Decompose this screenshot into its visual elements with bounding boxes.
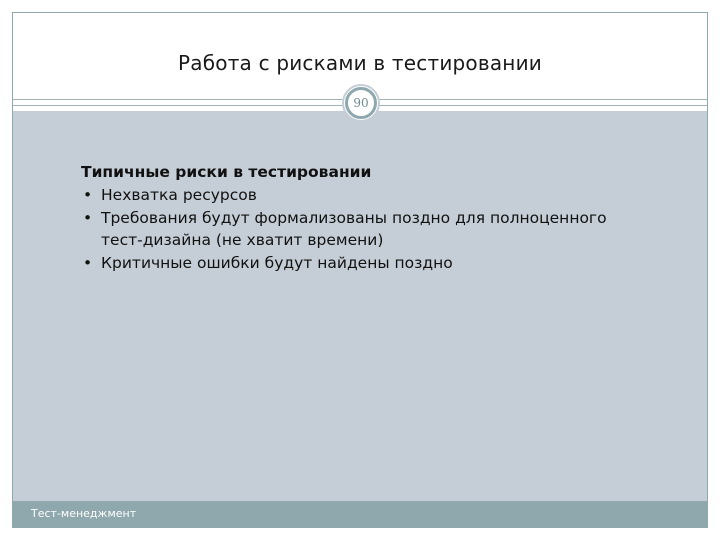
bullet-marker: • bbox=[83, 254, 93, 272]
bullet-list bbox=[81, 184, 641, 274]
bullet-item bbox=[81, 207, 641, 251]
bullet-item bbox=[81, 184, 641, 206]
slide-content bbox=[81, 161, 641, 275]
content-heading: Типичные риски в тестировании bbox=[81, 163, 372, 181]
bullet-text: Критичные ошибки будут найдены поздно bbox=[101, 254, 453, 272]
bullet-item bbox=[81, 252, 641, 274]
slide bbox=[12, 12, 708, 528]
page-number-badge bbox=[342, 84, 380, 122]
slide-footer bbox=[13, 501, 707, 527]
footer-text: Тест-менеджмент bbox=[31, 507, 137, 520]
bullet-text: Нехватка ресурсов bbox=[101, 186, 257, 204]
slide-title: Работа с рисками в тестировании bbox=[178, 51, 542, 75]
page-number: 90 bbox=[353, 96, 369, 110]
bullet-text: Требования будут формализованы поздно для полноценного тест-дизайна (не хватит времени) bbox=[101, 209, 607, 249]
bullet-marker: • bbox=[83, 209, 93, 227]
bullet-marker: • bbox=[83, 186, 93, 204]
page-number-ring bbox=[345, 87, 377, 119]
